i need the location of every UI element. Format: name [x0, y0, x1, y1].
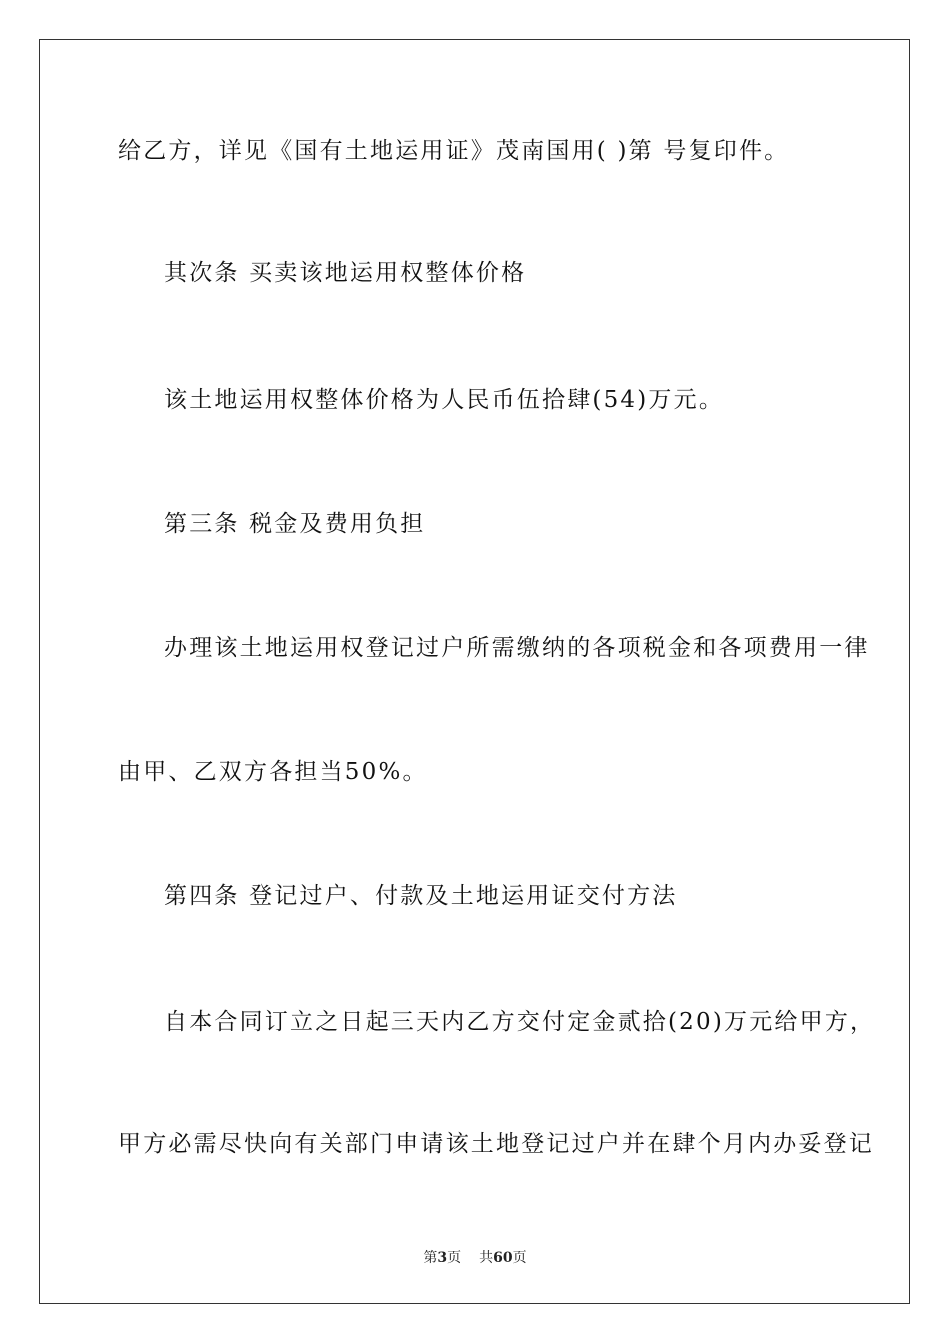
article-3-heading: 第三条 税金及费用负担 — [164, 511, 426, 537]
footer-total-suffix: 页 — [512, 1250, 527, 1266]
footer-total-pages: 60 — [493, 1250, 513, 1266]
article-2-heading: 其次条 买卖该地运用权整体价格 — [164, 260, 527, 286]
body-line-payment-2: 甲方必需尽快向有关部门申请该土地登记过户并在肆个月内办妥登记 — [118, 1131, 874, 1157]
page-footer — [0, 1247, 950, 1267]
page-border — [39, 39, 910, 1304]
body-line-1: 给乙方，详见《国有土地运用证》茂南国用( )第 号复印件。 — [118, 138, 790, 164]
footer-total-prefix: 共 — [479, 1250, 494, 1266]
footer-page-suffix: 页 — [447, 1250, 462, 1266]
footer-page-prefix: 第 — [423, 1250, 438, 1266]
footer-page-number: 3 — [437, 1250, 448, 1266]
article-4-heading: 第四条 登记过户、付款及土地运用证交付方法 — [164, 883, 678, 909]
body-line-tax-2: 由甲、乙双方各担当50%。 — [118, 759, 428, 785]
body-line-tax-1: 办理该土地运用权登记过户所需缴纳的各项税金和各项费用一律 — [164, 635, 870, 661]
body-line-price: 该土地运用权整体价格为人民币伍拾肆(54)万元。 — [164, 387, 725, 413]
body-line-payment-1: 自本合同订立之日起三天内乙方交付定金贰拾(20)万元给甲方， — [164, 1009, 876, 1035]
